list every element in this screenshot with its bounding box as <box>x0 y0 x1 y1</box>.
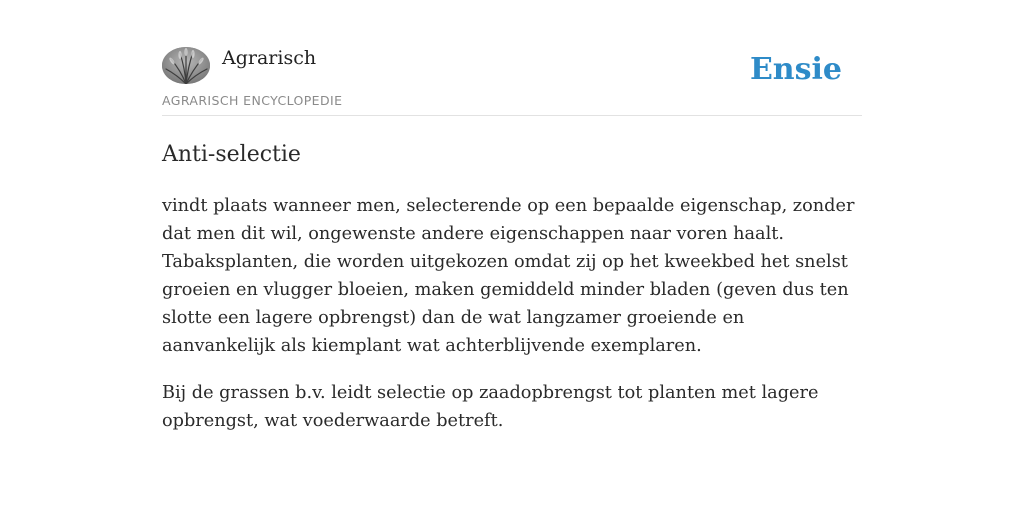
source-name[interactable]: Agrarisch <box>222 47 317 69</box>
wheat-field-icon[interactable] <box>162 47 210 84</box>
article-title: Anti-selectie <box>162 142 301 167</box>
article-paragraph: Bij de grassen b.v. leidt selectie op zaadopbrengst tot planten met lagere opbrengst, wat voederwaarde betreft. <box>162 383 819 431</box>
source-subtitle: AGRARISCH ENCYCLOPEDIE <box>162 93 343 108</box>
brand-logo[interactable]: Ensie <box>749 52 842 87</box>
article-paragraph: vindt plaats wanneer men, selecterende op een bepaalde eigenschap, zonder dat men dit wil, ongewenste andere eigenschappen naar voren haalt. Tabaksplanten, die worden uitgekozen omdat zij op het kweekbed het snelst groeien en vlugger bloeien, maken gemiddeld minder bladen (geven dus ten slotte een lagere opbrengst) dan de wat langzamer groeiende en aanvankelijk als kiemplant wat achterblijvende exemplaren. <box>162 196 855 356</box>
article-body <box>162 192 862 454</box>
header-divider <box>162 115 862 116</box>
page-header <box>162 46 862 116</box>
